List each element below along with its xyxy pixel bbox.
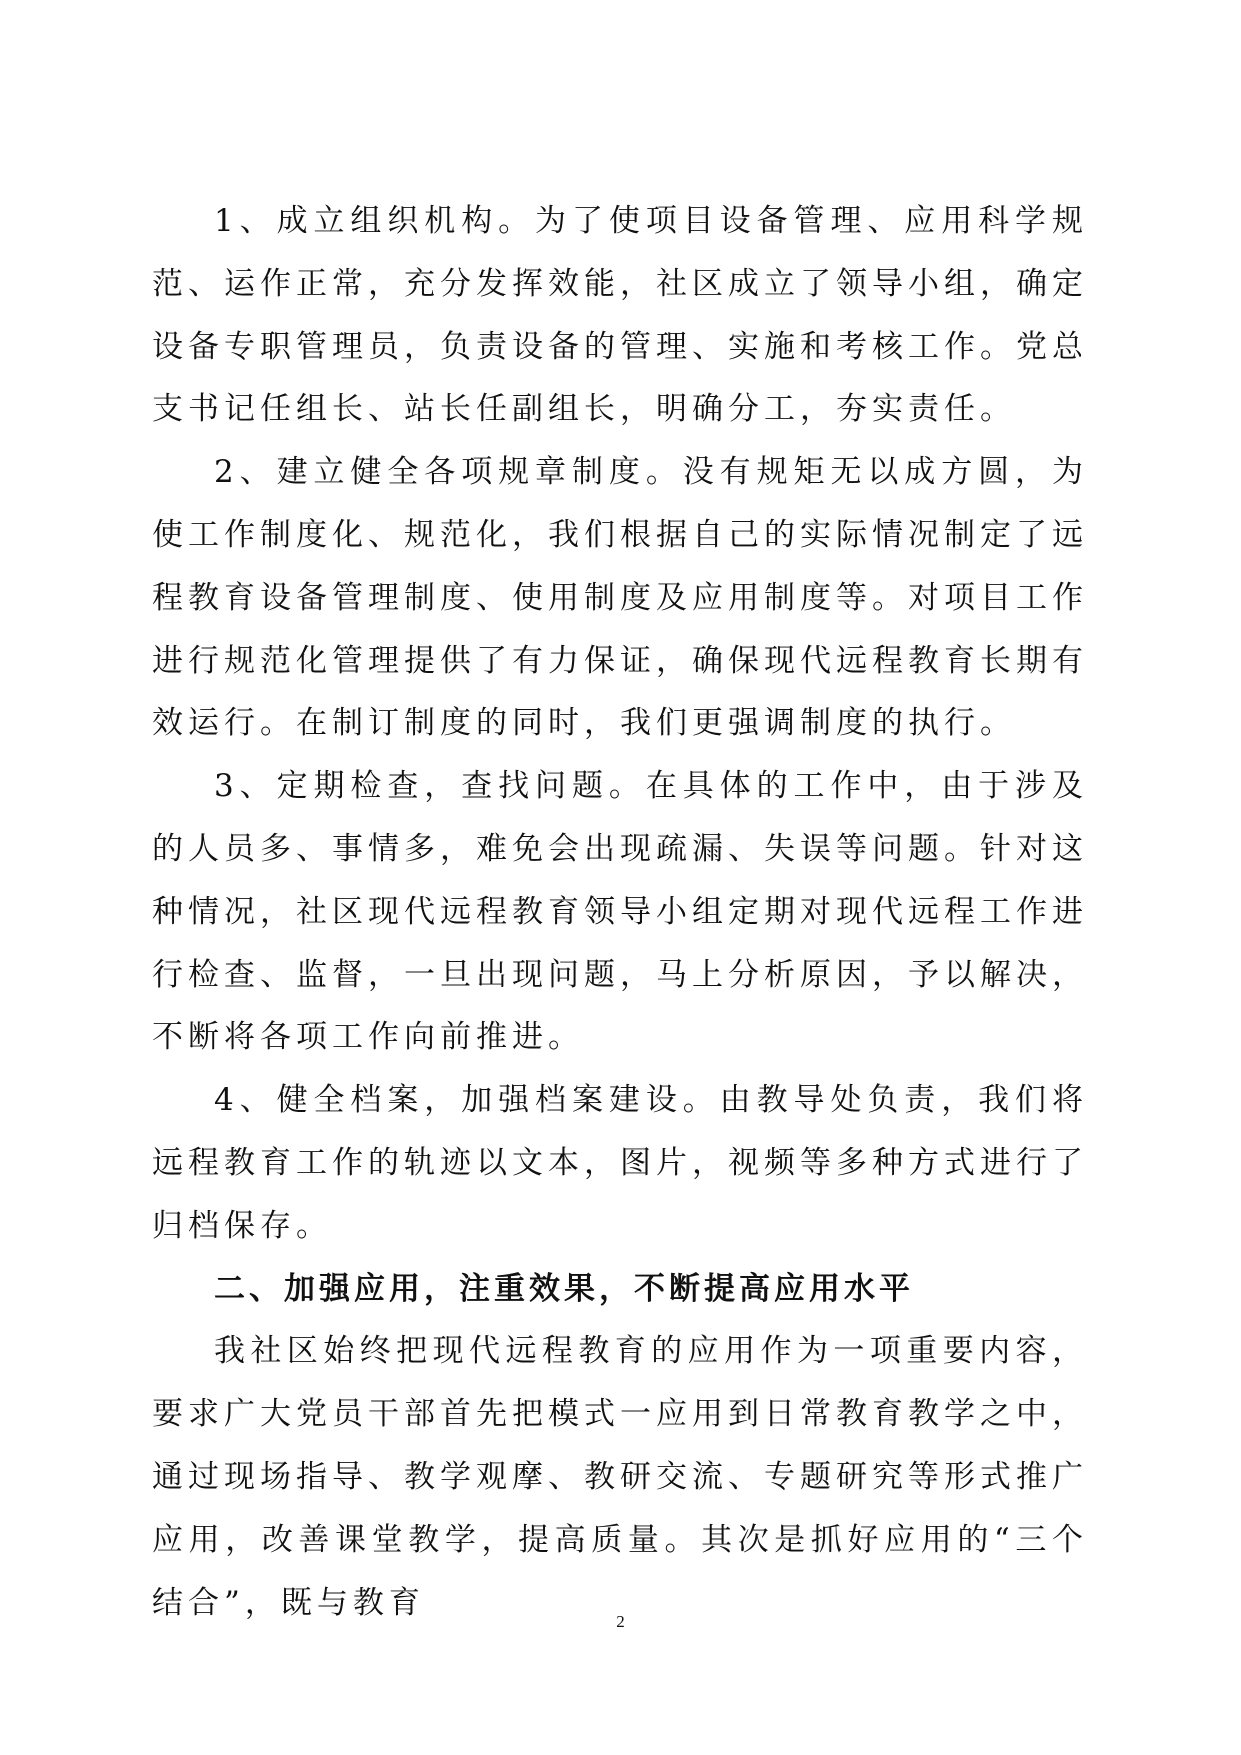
paragraph-regulations: 2、建立健全各项规章制度。没有规矩无以成方圆，为使工作制度化、规范化，我们根据自己的实际情况制定了远程教育设备管理制度、使用制度及应用制度等。对项目工作进行规范化管理提供了有力保证，确保现代远程教育长期有效运行。在制订制度的同时，我们更强调制度的执行。 [152,454,1088,742]
paragraph-organization: 1、成立组织机构。为了使项目设备管理、应用科学规范、运作正常，充分发挥效能，社区成立了领导小组，确定设备专职管理员，负责设备的管理、实施和考核工作。党总支书记任组长、站长任副组长，明确分工，夯实责任。 [152,203,1088,428]
paragraph-archives: 4、健全档案，加强档案建设。由教导处负责，我们将远程教育工作的轨迹以文本，图片，视频等多种方式进行了归档保存。 [152,1082,1088,1244]
page-number: 2 [616,1612,625,1631]
paragraph-inspection: 3、定期检查，查找问题。在具体的工作中，由于涉及的人员多、事情多，难免会出现疏漏、失误等问题。针对这种情况，社区现代远程教育领导小组定期对现代远程工作进行检查、监督，一旦出现问题，马上分析原因，予以解决，不断将各项工作向前推进。 [152,768,1088,1056]
section-heading: 二、加强应用，注重效果，不断提高应用水平 [214,1270,914,1307]
document-body [152,190,1088,1634]
paragraph-application: 我社区始终把现代远程教育的应用作为一项重要内容，要求广大党员干部首先把模式一应用到日常教育教学之中，通过现场指导、教学观摩、教研交流、专题研究等形式推广应用，改善课堂教学，提高质量。其次是抓好应用的“三个结合”，既与教育 [152,1333,1088,1621]
